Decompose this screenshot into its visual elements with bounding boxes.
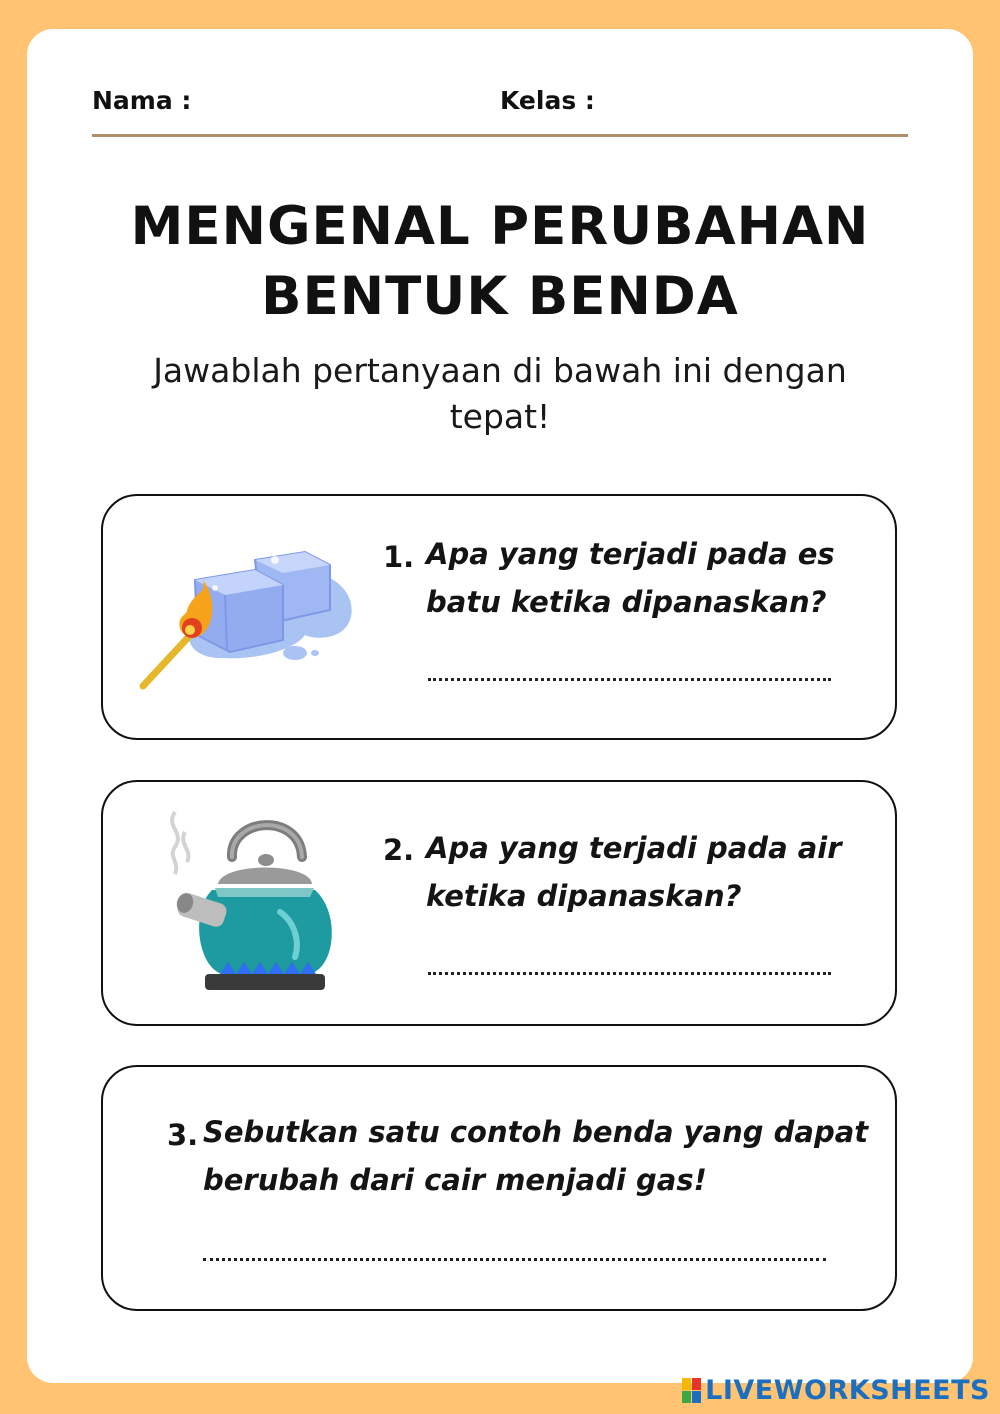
question-2-number: 2.: [383, 833, 415, 867]
answer-field-1[interactable]: [428, 678, 831, 681]
title-line-2: BENTUK BENDA: [261, 266, 739, 327]
question-2-text: [426, 824, 842, 920]
class-label: Kelas :: [500, 86, 595, 115]
question-3-number: 3.: [167, 1118, 199, 1152]
title-line-1: MENGENAL PERUBAHAN: [130, 196, 870, 257]
question-2-line-2: ketika dipanaskan?: [426, 879, 742, 913]
ice-cube-match-icon: [135, 540, 365, 695]
question-3-text: [203, 1108, 868, 1204]
question-1-line-2: batu ketika dipanaskan?: [426, 585, 827, 619]
liveworksheets-icon: [682, 1378, 701, 1403]
question-1-line-1: Apa yang terjadi pada es: [426, 537, 835, 571]
kettle-on-stove-icon: [160, 802, 340, 1002]
question-1-text: [426, 530, 835, 626]
instruction-text: [100, 348, 900, 440]
liveworksheets-logo: [682, 1375, 990, 1406]
question-2-line-1: Apa yang terjadi pada air: [426, 831, 842, 865]
question-1-number: 1.: [383, 540, 415, 574]
question-3-line-2: berubah dari cair menjadi gas!: [203, 1163, 707, 1197]
question-3-line-1: Sebutkan satu contoh benda yang dapat: [203, 1115, 869, 1149]
name-label: Nama :: [92, 86, 192, 115]
worksheet-title: [60, 192, 940, 332]
header-divider: [92, 134, 908, 137]
instruction-line-2: tepat!: [449, 397, 551, 436]
answer-field-3[interactable]: [203, 1258, 826, 1261]
answer-field-2[interactable]: [428, 972, 831, 975]
instruction-line-1: Jawablah pertanyaan di bawah ini dengan: [153, 351, 847, 390]
brand-name: LIVEWORKSHEETS: [705, 1375, 990, 1406]
